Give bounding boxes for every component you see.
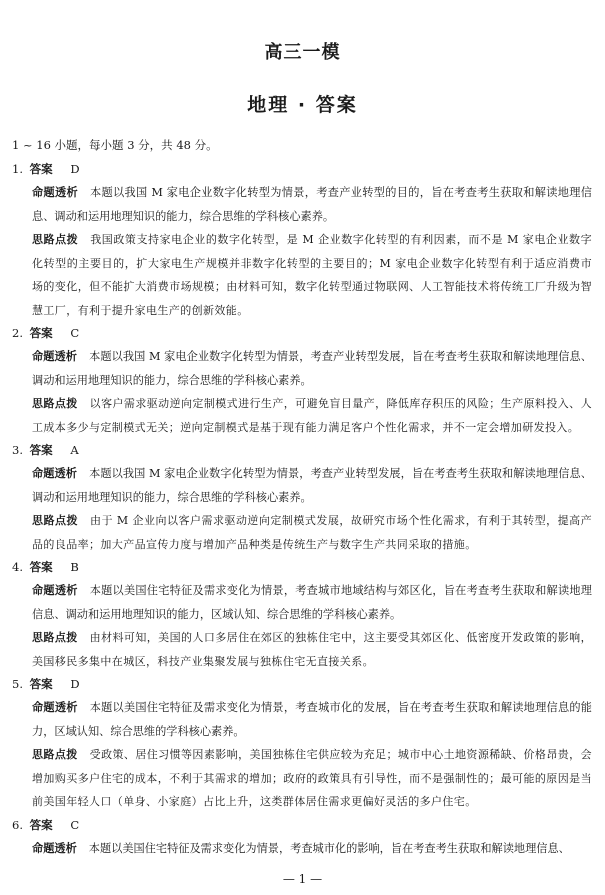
silu-label: 思路点拨 <box>32 631 78 644</box>
page-subtitle: 地理 · 答案 <box>247 94 358 116</box>
silu-text: 以客户需求驱动逆向定制模式进行生产，可避免盲目量产，降低库存积压的风险；生产原料投入、人工成本多少与定制模式无关；逆向定制模式是基于现有能力满足客户个性化需求，并不一定会增加研发投入。 <box>32 397 592 434</box>
mingti-block <box>12 837 592 861</box>
question-item <box>12 814 592 861</box>
mingti-text: 本题以美国住宅特征及需求变化为情景，考查城市化的影响，旨在考查考生获取和解读地理信息、 <box>88 841 570 855</box>
question-item <box>12 673 592 814</box>
answer-value: C <box>70 326 80 340</box>
mingti-block <box>12 579 592 626</box>
page-number: — 1 — <box>282 872 323 886</box>
question-answer-line <box>12 673 592 696</box>
question-item <box>12 322 592 439</box>
answer-label: 答案 <box>29 443 53 457</box>
question-item <box>12 439 592 556</box>
mingti-block <box>12 696 592 743</box>
silu-block <box>12 509 592 556</box>
question-number: 6. <box>12 817 23 832</box>
mingti-text: 本题以我国 M 家电企业数字化转型为情景，考查产业转型的目的，旨在考查考生获取和解读地理信息、调动和运用地理知识的能力，综合思维的学科核心素养。 <box>32 186 592 223</box>
question-number: 1. <box>12 162 23 176</box>
question-answer-line <box>12 556 592 579</box>
question-answer-line <box>12 158 592 181</box>
question-number: 3. <box>12 443 23 457</box>
question-number: 4. <box>12 560 23 574</box>
question-item <box>12 158 592 322</box>
mingti-block <box>12 345 592 392</box>
answer-label: 答案 <box>29 677 53 691</box>
silu-block <box>12 626 592 673</box>
page-title: 高三一模 <box>264 42 341 63</box>
section-intro: 1 ~ 16 小题，每小题 3 分，共 48 分。 <box>12 138 218 152</box>
question-number: 5. <box>12 677 23 691</box>
answer-label: 答案 <box>29 817 53 832</box>
answer-list <box>12 158 592 860</box>
silu-text: 我国政策支持家电企业的数字化转型，是 M 企业数字化转型的有利因素，而不是 M 家电企业数字化转型的主要目的，扩大家电生产规模并非数字化转型的主要目的；M 家电企业数字化转型有利于适应消费市场的变化，但不能扩大消费市场规模；由材料可知，数字化转型通过物联网、人工智能技术将传统工厂升级为智慧工厂，有利于提升家电生产的创新效能。 <box>32 233 592 317</box>
silu-label: 思路点拨 <box>32 748 78 761</box>
silu-label: 思路点拨 <box>32 514 78 527</box>
mingti-text: 本题以我国 M 家电企业数字化转型为情景，考查产业转型发展，旨在考查考生获取和解读地理信息、调动和运用地理知识的能力，综合思维的学科核心素养。 <box>32 467 592 504</box>
silu-label: 思路点拨 <box>32 397 78 410</box>
mingti-label: 命题透析 <box>32 584 78 597</box>
answer-value: B <box>70 560 79 574</box>
mingti-block <box>12 462 592 509</box>
mingti-text: 本题以美国住宅特征及需求变化为情景，考查城市地域结构与郊区化，旨在考查考生获取和解读地理信息、调动和运用地理知识的能力，区域认知、综合思维的学科核心素养。 <box>32 584 592 621</box>
mingti-label: 命题透析 <box>32 467 78 480</box>
answer-label: 答案 <box>29 560 53 574</box>
silu-label: 思路点拨 <box>32 233 79 246</box>
mingti-label: 命题透析 <box>32 701 78 714</box>
question-item <box>12 556 592 673</box>
answer-label: 答案 <box>29 162 53 176</box>
silu-block <box>12 743 592 814</box>
mingti-label: 命题透析 <box>32 841 77 855</box>
mingti-label: 命题透析 <box>32 350 78 363</box>
answer-value: A <box>70 443 79 457</box>
silu-text: 由材料可知，美国的人口多居住在郊区的独栋住宅中，这主要受其郊区化、低密度开发政策的影响，美国移民多集中在城区，科技产业集聚发展与独栋住宅无直接关系。 <box>32 631 592 668</box>
silu-text: 由于 M 企业向以客户需求驱动逆向定制模式发展，故研究市场个性化需求，有利于其转型，提高产品的良品率；加大产品宣传力度与增加产品种类是传统生产与数字生产共同采取的措施。 <box>32 514 592 551</box>
mingti-text: 本题以我国 M 家电企业数字化转型为情景，考查产业转型发展，旨在考查考生获取和解读地理信息、调动和运用地理知识的能力，综合思维的学科核心素养。 <box>32 350 592 387</box>
mingti-text: 本题以美国住宅特征及需求变化为情景，考查城市化的发展，旨在考查考生获取和解读地理信息的能力，区域认知、综合思维的学科核心素养。 <box>32 701 592 738</box>
answer-label: 答案 <box>29 326 53 340</box>
silu-block <box>12 228 592 322</box>
mingti-label: 命题透析 <box>32 186 79 199</box>
question-answer-line <box>12 439 592 462</box>
answer-value: D <box>70 162 80 176</box>
silu-block <box>12 392 592 439</box>
question-answer-line <box>12 322 592 345</box>
mingti-block <box>12 181 592 228</box>
answer-value: D <box>70 677 80 691</box>
answer-value: C <box>70 817 80 832</box>
question-number: 2. <box>12 326 23 340</box>
silu-text: 受政策、居住习惯等因素影响，美国独栋住宅供应较为充足；城市中心土地资源稀缺、价格昂贵，会增加购买多户住宅的成本，不利于其需求的增加；政府的政策具有引导性，而不是强制性的；最可能的原因是当前美国年轻人口（单身、小家庭）占比上升，这类群体居住需求更偏好灵活的多户住宅。 <box>32 748 592 808</box>
question-answer-line <box>12 814 592 837</box>
